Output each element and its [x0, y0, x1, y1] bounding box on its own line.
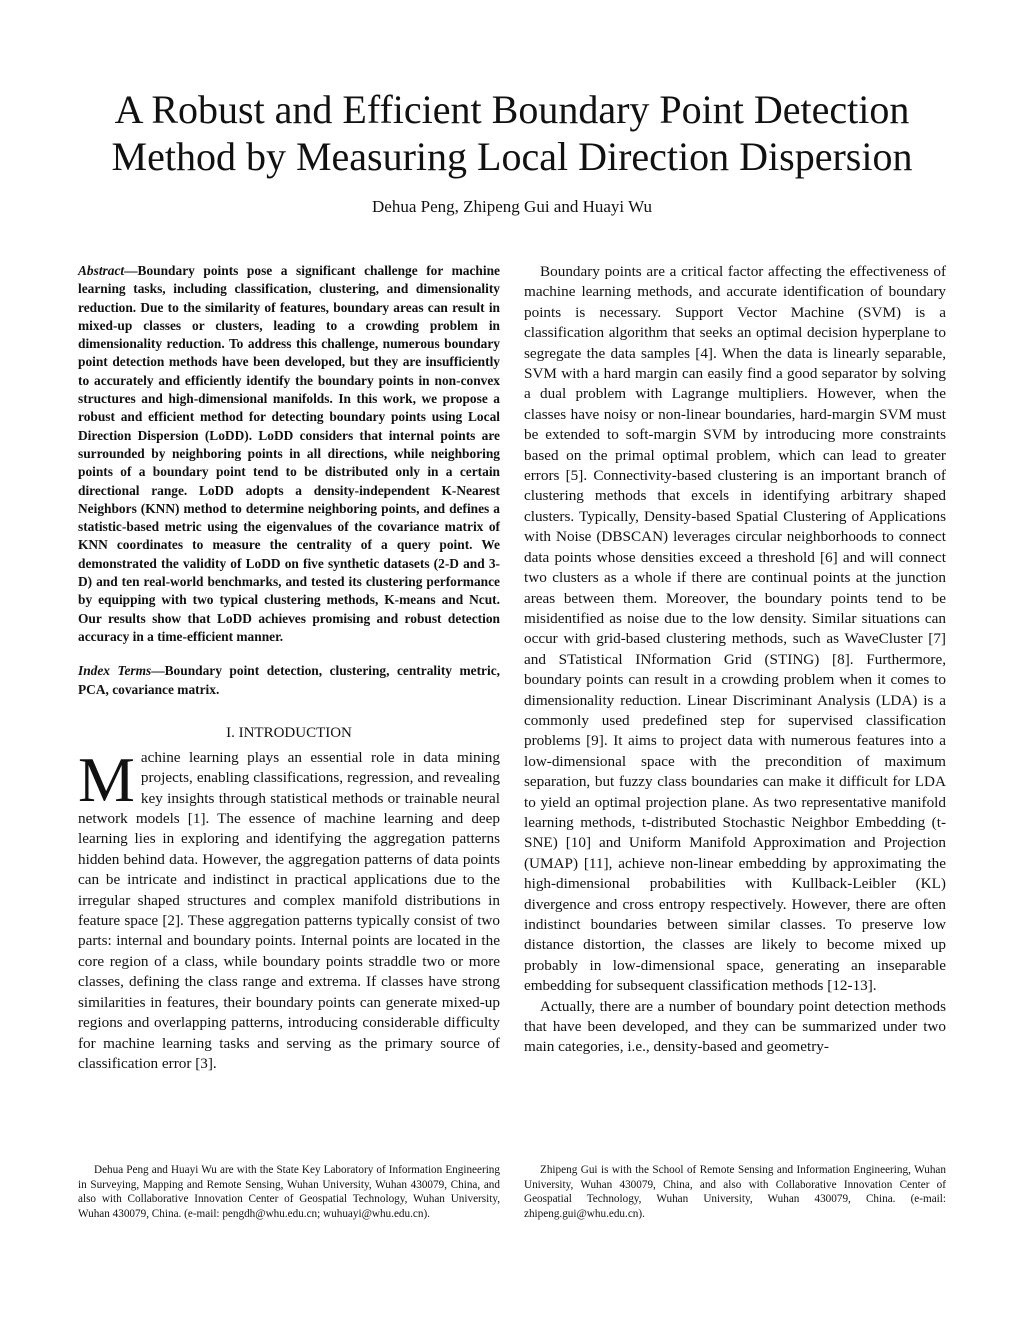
intro-paragraph-2: Boundary points are a critical factor affecting the effectiveness of machine learning methods, and accurate identification of boundary points is necessary. Support Vector Machine (SVM) is a classification algorithm that seeks an optimal decision hyperplane to segregate the data samples [4]. When the data is linearly separable, SVM with a hard margin can easily find a good separator by solving a dual problem with Lagrange multipliers. However, when the classes have noisy or non-linear boundaries, hard-margin SVM must be extended to soft-margin SVM by introducing more constraints based on the primal optimal problem, which can lead to greater errors [5]. Connectivity-based clustering is an important branch of clustering methods that excels in identifying arbitrary shaped clusters. Typically, Density-based Spatial Clustering of Applications with Noise (DBSCAN) leverages circular neighborhoods to connect data points whose densities exceed a threshold [6] and will connect two clusters as a whole if there are continual points at the junction areas between them. Moreover, the boundary points tend to be misidentified as noise due to the low density. Similar situations can occur with grid-based clustering methods, such as WaveCluster [7] and STatistical INformation Grid (STING) [8]. Furthermore, boundary points can result in a crowding problem when it comes to dimensionality reduction. Linear Discriminant Analysis (LDA) is a commonly used predefined step for supervised classification problems [9]. It aims to project data with numerous features into a low-dimensional space with the precondition of maximum separation, but fuzzy class boundaries can make it difficult for LDA to yield an optimal projection plane. As two representative manifold learning methods, t-distributed Stochastic Neighbor Embedding (t-SNE) [10] and Uniform Manifold Approximation and Projection (UMAP) [11], achieve non-linear embedding by approximating the high-dimensional probabilities with Kullback-Leibler (KL) divergence and cross entropy respectively. However, there are often indistinct boundaries between similar classes. To preserve low distance distortion, the classes are likely to become mixed up probably in low-dimensional space, generating an inseparable embedding for subsequent classification methods [12-13]. — [524, 263, 946, 995]
index-terms — [78, 662, 500, 699]
drop-cap: M — [78, 743, 135, 815]
abstract — [78, 262, 500, 646]
author-list: Dehua Peng, Zhipeng Gui and Huayi Wu — [372, 197, 652, 216]
section-heading: I. INTRODUCTION — [226, 724, 352, 741]
index-terms-label: Index Terms — [78, 663, 152, 679]
abstract-text: —Boundary points pose a significant challenge for machine learning tasks, including classification, clustering, and dimensionality reduction. Due to the similarity of features, boundary areas can result in mixed-up classes or clusters, leading to a crowding problem in dimensionality reduction. To address this challenge, numerous boundary point detection methods have been developed, but they are insufficiently to accurately and efficiently identify the boundary points in non-convex structures and high-dimensional manifolds. In this work, we propose a robust and efficient method for detecting boundary points using Local Direction Dispersion (LoDD). LoDD considers that internal points are surrounded by neighboring points in all directions, while neighboring points of a boundary point tend to be distributed only in a certain directional range. LoDD adopts a density-independent K-Nearest Neighbors (KNN) method to determine neighboring points, and defines a statistic-based metric using the eigenvalues of the covariance matrix of KNN coordinates to measure the centrality of a query point. We demonstrated the validity of LoDD on five synthetic datasets (2-D and 3-D) and ten real-world benchmarks, and tested its clustering performance by equipping with two typical clustering methods, K-means and Ncut. Our results show that LoDD achieves promising and robust detection accuracy in a time-efficient manner. — [78, 263, 500, 644]
intro-paragraph-3: Actually, there are a number of boundary point detection methods that have been developed, and they can be summarized under two main categories, i.e., density-based and geometry- — [524, 997, 946, 1056]
left-column — [78, 262, 500, 1074]
title-line-1: A Robust and Efficient Boundary Point Detection — [114, 87, 910, 132]
index-terms-text: —Boundary point detection, clustering, centrality metric, PCA, covariance matrix. — [78, 663, 501, 697]
footnote-left: Dehua Peng and Huayi Wu are with the State Key Laboratory of Information Engineering in Surveying, Mapping and Remote Sensing, Wuhan University, Wuhan 430079, China, and also with Collaborative Innovation Center of Geospatial Technology, Wuhan University, Wuhan 430079, China. (e-mail: pengdh@whu.edu.cn; wuhuayi@whu.edu.cn). — [78, 1164, 500, 1220]
right-column — [524, 262, 946, 1058]
intro-paragraph-1-text: achine learning plays an essential role in data mining projects, enabling classifications, regression, and revealing key insights through statistical methods or trainable neural network models [1]. The essence of machine learning and deep learning lies in exploring and identifying the aggregation patterns hidden behind data. However, the aggregation patterns of data points can be intricate and indistinct in practical applications due to the irregular shaped structures and complex manifold distributions in feature space [2]. These aggregation patterns typically consist of two parts: internal and boundary points. Internal points are located in the core region of a class, while boundary points straddle two or more classes, defining the class range and extrema. If classes have strong similarities in features, their boundary points can generate mixed-up regions and overlapping patterns, introducing considerable difficulty for machine learning tasks and serving as the primary source of classification error [3]. — [78, 748, 500, 1072]
footnote-right: Zhipeng Gui is with the School of Remote Sensing and Information Engineering, Wuhan University, Wuhan 430079, China, and also with Collaborative Innovation Center of Geospatial Technology, Wuhan University, Wuhan 430079, China. (e-mail: zhipeng.gui@whu.edu.cn). — [524, 1164, 946, 1220]
paper-title — [60, 86, 964, 180]
intro-paragraph-1 — [78, 743, 500, 1075]
abstract-label: Abstract — [78, 263, 125, 278]
title-line-2: Method by Measuring Local Direction Dispersion — [111, 134, 913, 179]
